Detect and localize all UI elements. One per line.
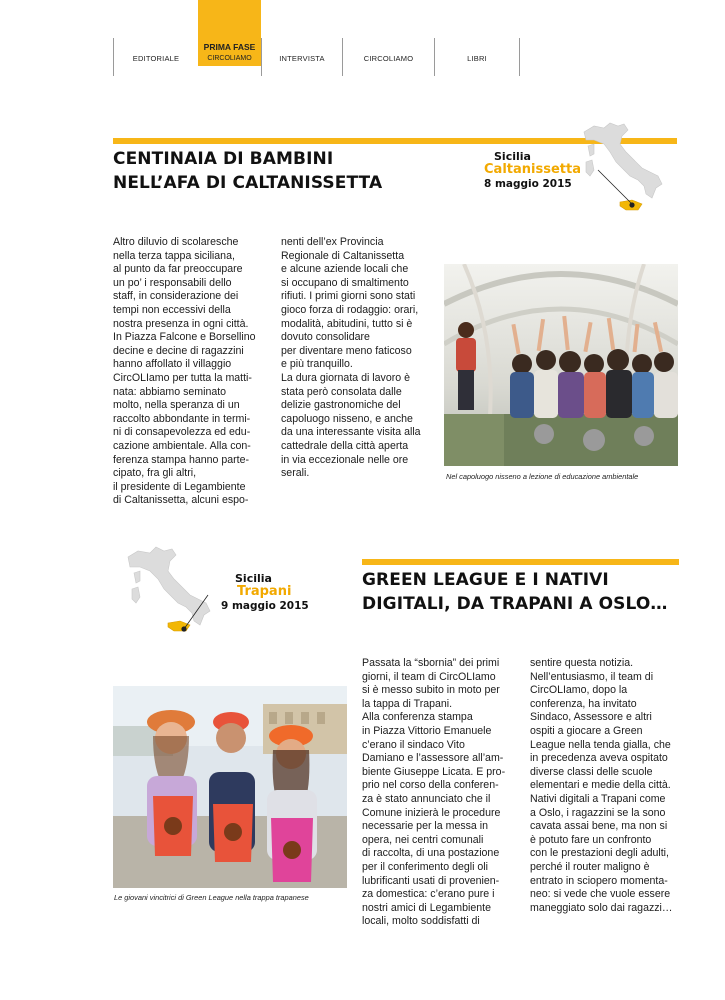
text-line: si è messo subito in moto per: [362, 684, 500, 697]
text-line: in precedenza aveva ospitato: [530, 752, 668, 765]
location-city: Trapani: [237, 584, 292, 599]
text-line: al punto da far preoccupare: [113, 263, 243, 276]
location-region: Sicilia: [494, 150, 531, 163]
text-line: delizie gastronomiche del: [281, 399, 401, 412]
text-line: di Caltanissetta, alcuni espo-: [113, 494, 249, 507]
text-line: biente Giuseppe Licata. E pro-: [362, 765, 506, 778]
text-line: e alcune aziende locali che: [281, 263, 409, 276]
location-date: 9 maggio 2015: [221, 600, 309, 612]
text-line: giorni, il team di CircOLIamo: [362, 670, 496, 683]
location-city: Caltanissetta: [484, 162, 581, 177]
text-line: diverse classi delle scuole: [530, 765, 653, 778]
location-date: 8 maggio 2015: [484, 178, 572, 190]
text-line: La dura giornata di lavoro è: [281, 371, 410, 384]
article1-column-2: [281, 236, 441, 481]
text-line: in via eccezionale nelle ore: [281, 453, 409, 466]
text-line: Nativi digitali a Trapani come: [530, 792, 666, 805]
text-line: rifiuti. I primi giorni sono stati: [281, 290, 416, 303]
text-line: nata: abbiamo seminato: [113, 385, 227, 398]
text-line: cazione ambientale. Alla con-: [113, 439, 251, 452]
text-line: League nella tenda gialla, che: [530, 738, 671, 751]
text-line: sentire questa notizia.: [530, 657, 634, 669]
text-line: per il conferimento degli oli: [362, 860, 489, 873]
text-line: CircOLIamo, dopo la: [530, 684, 628, 697]
text-line: di raccolta, di una postazione: [362, 847, 500, 860]
text-line: nostri amici di Legambiente: [362, 901, 491, 914]
text-line: In Piazza Falcone e Borsellino: [113, 331, 256, 344]
text-line: maneggiato solo dai ragazzi…: [530, 901, 673, 914]
nav-tab-label: LIBRI: [467, 54, 487, 63]
italy-map-icon: [580, 118, 670, 213]
article1-headline: [113, 147, 453, 195]
text-line: capoluogo nisseno, e anche: [281, 412, 413, 425]
text-line: tempi non eccessivi della: [113, 303, 231, 316]
top-navigation: [113, 0, 520, 76]
text-line: raccolto abbondante in termi-: [113, 412, 251, 425]
text-line: neo: si vede che vuole essere: [530, 888, 671, 901]
article1-photo-caption: Nel capoluogo nisseno a lezione di educazione ambientale: [446, 472, 639, 481]
text-line: Passata la “sbornia” dei primi: [362, 657, 500, 669]
text-line: entrato in sciopero momenta-: [530, 874, 668, 887]
text-line: ferenza stampa hanno parte-: [113, 453, 250, 466]
text-line: c’erano il sindaco Vito: [362, 738, 465, 751]
text-line: con le prestazioni degli adulti,: [530, 847, 669, 860]
nav-divider: [519, 38, 520, 76]
text-line: ospiti a giocare a Green: [530, 724, 643, 737]
text-line: Comune inizierà le procedure: [362, 806, 501, 819]
text-line: serali.: [281, 467, 310, 480]
article2-photo-caption: Le giovani vincitrici di Green League nella trappa trapanese: [114, 893, 309, 902]
article2-photo: [113, 686, 347, 888]
text-line: nenti dell’ex Provincia: [281, 236, 384, 248]
text-line: conferenza, ha invitato: [530, 697, 637, 710]
headline-line: DIGITALI, DA TRAPANI A OSLO…: [362, 594, 668, 614]
text-line: CircOLIamo per tutta la matti-: [113, 371, 252, 384]
article2-headline: [362, 568, 692, 616]
text-line: modalità, abitudini, tutto si è: [281, 317, 413, 330]
article2-column-2: [530, 657, 690, 915]
text-line: si occupano di smaltimento: [281, 276, 409, 289]
nav-tab-libri[interactable]: [434, 38, 519, 76]
nav-tab-circoliamo[interactable]: [342, 38, 434, 76]
text-line: a Oslo, i ragazzini se la sono: [530, 806, 666, 819]
article2-location: [221, 572, 309, 612]
text-line: è potuto fare un confronto: [530, 833, 652, 846]
text-line: staff, in considerazione dei: [113, 290, 239, 303]
nav-tab-label: INTERVISTA: [279, 54, 325, 63]
text-line: opera, nei centri comunali: [362, 833, 484, 846]
headline-line: CENTINAIA DI BAMBINI: [113, 149, 334, 169]
text-line: il presidente di Legambiente: [113, 480, 246, 493]
nav-active-label: PRIMA FASE: [203, 42, 256, 52]
text-line: za domestica: c’erano pure i: [362, 888, 495, 901]
text-line: Alla conferenza stampa: [362, 711, 473, 724]
article1-photo: [444, 264, 678, 466]
headline-line: NELL’AFA DI CALTANISSETTA: [113, 173, 383, 193]
text-line: Altro diluvio di scolaresche: [113, 236, 239, 248]
text-line: molto, nella speranza di un: [113, 399, 240, 412]
italy-map-icon: [124, 543, 224, 643]
nav-tab-intervista[interactable]: [261, 38, 342, 76]
text-line: cattedrale della città aperta: [281, 439, 409, 452]
section-rule: [362, 559, 679, 565]
text-line: Regionale di Caltanissetta: [281, 249, 405, 262]
text-line: locali, molto soddisfatti di: [362, 915, 480, 928]
text-line: perché il router maligno è: [530, 860, 650, 873]
nav-tab-label: CIRCOLIAMO: [363, 54, 414, 63]
text-line: cavata assai bene, ma non si: [530, 820, 668, 833]
nav-tab-prima-fase[interactable]: [198, 0, 261, 66]
text-line: prio nel corso della conferen-: [362, 779, 499, 792]
text-line: necessarie per la messa in: [362, 820, 489, 833]
text-line: elementari e medie della città.: [530, 779, 671, 792]
text-line: nella terza tappa siciliana,: [113, 249, 235, 262]
article1-column-1: [113, 236, 273, 508]
text-line: dovuto consolidare: [281, 331, 370, 344]
text-line: Damiano e l’assessore all’am-: [362, 752, 504, 765]
text-line: nostra presenza in ogni città.: [113, 317, 249, 330]
text-line: gioco forza di rodaggio: orari,: [281, 303, 419, 316]
text-line: ni di consapevolezza ed edu-: [113, 426, 251, 439]
text-line: stata però consolata dalle: [281, 385, 402, 398]
article2-column-1: [362, 657, 522, 929]
text-line: un po’ i responsabili dello: [113, 276, 232, 289]
text-line: za è stato annunciato che il: [362, 792, 491, 805]
location-region: Sicilia: [235, 572, 272, 585]
text-line: per diventare meno faticoso: [281, 344, 412, 357]
text-line: Sindaco, Assessore e altri: [530, 711, 652, 724]
nav-active-sublabel: CIRCOLIAMO: [207, 55, 252, 62]
text-line: hanno affollato il villaggio: [113, 358, 232, 371]
text-line: decine e decine di ragazzini: [113, 344, 244, 357]
headline-line: GREEN LEAGUE E I NATIVI: [362, 570, 609, 590]
text-line: la tappa di Trapani.: [362, 697, 453, 710]
text-line: e più tranquillo.: [281, 358, 353, 371]
text-line: in Piazza Vittorio Emanuele: [362, 724, 492, 737]
text-line: lubrificanti usati di provenien-: [362, 874, 500, 887]
nav-tab-label: EDITORIALE: [132, 54, 180, 63]
text-line: Nell’entusiasmo, il team di: [530, 670, 654, 683]
nav-tab-editoriale[interactable]: [113, 38, 198, 76]
article1-location: [484, 150, 581, 190]
text-line: da una interessante visita alla: [281, 426, 421, 439]
text-line: cipato, fra gli altri,: [113, 467, 197, 480]
